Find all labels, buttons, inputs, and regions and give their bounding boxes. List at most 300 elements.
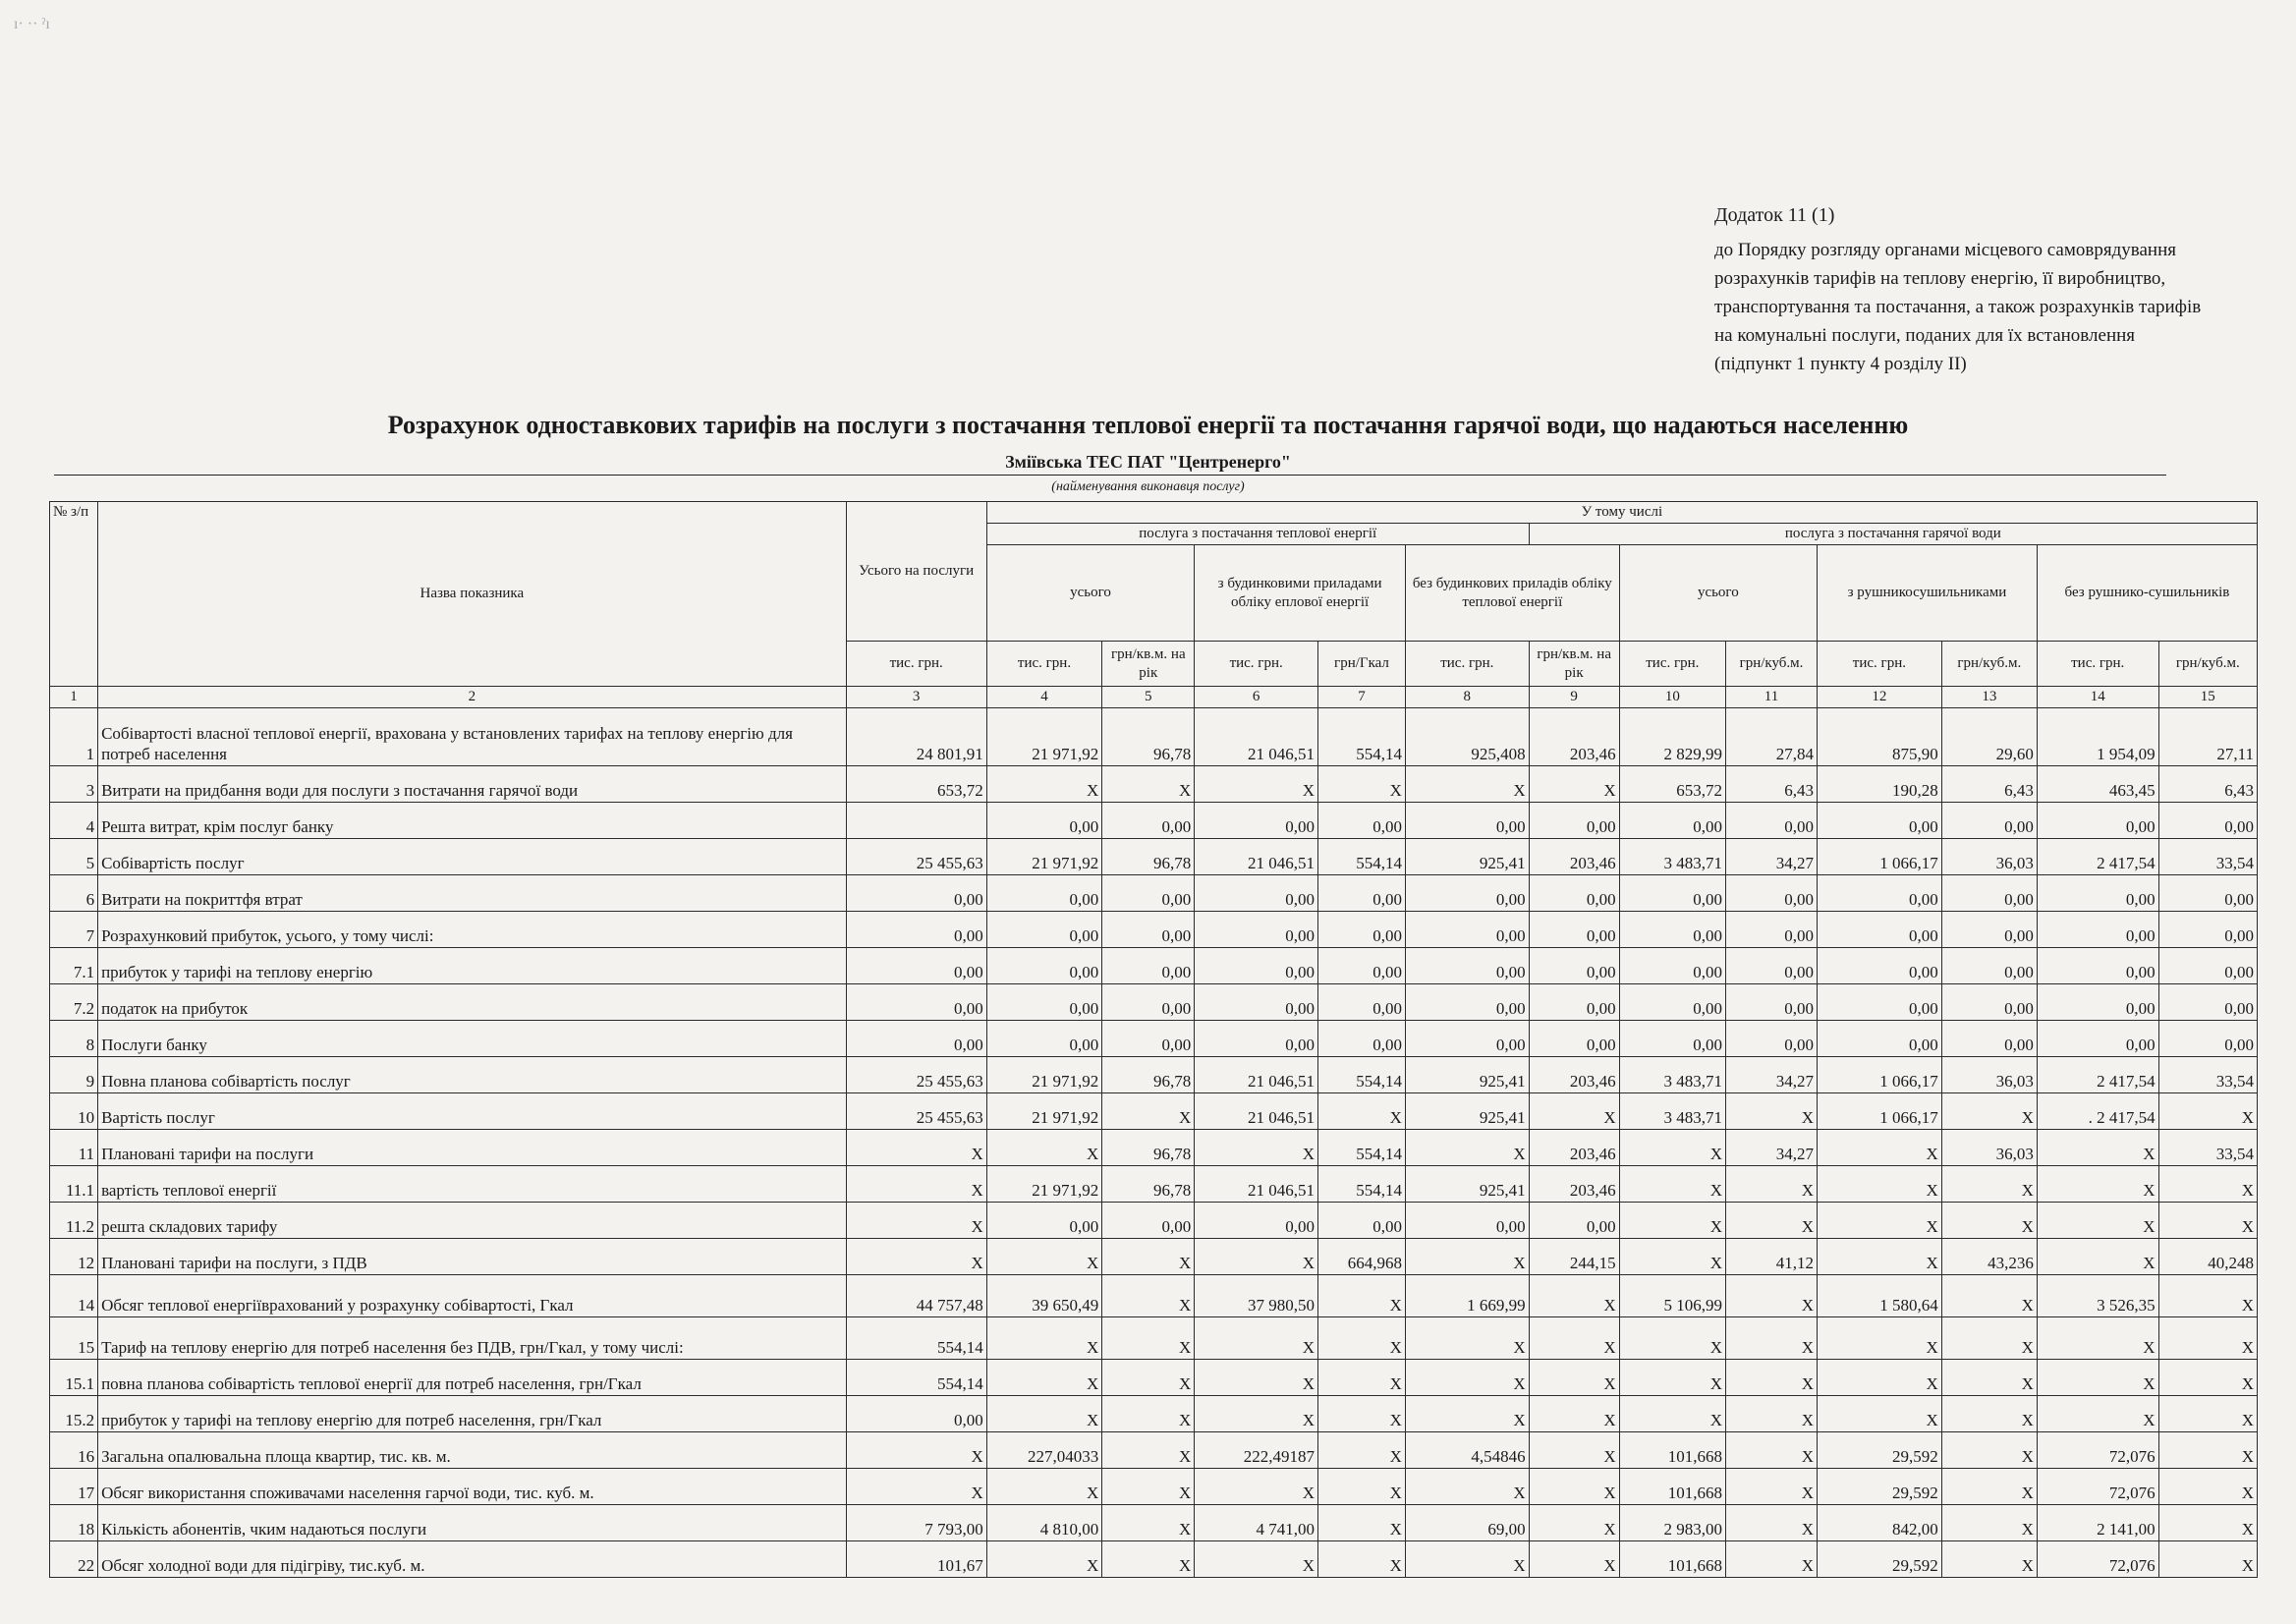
value-cell: 7 793,00	[846, 1505, 986, 1541]
value-cell: 96,78	[1102, 839, 1195, 875]
value-cell: 925,41	[1405, 1166, 1529, 1203]
value-cell: Х	[986, 1317, 1102, 1360]
value-cell: 0,00	[846, 1396, 986, 1432]
column-number: 1	[50, 687, 98, 708]
value-cell: 3 483,71	[1619, 1093, 1725, 1130]
value-cell: 0,00	[1405, 948, 1529, 984]
value-cell: Х	[1726, 1166, 1818, 1203]
value-cell: Х	[1619, 1166, 1725, 1203]
value-cell: 0,00	[1818, 1021, 1942, 1057]
row-number: 4	[50, 803, 98, 839]
value-cell: 0,00	[1102, 1203, 1195, 1239]
value-cell: 0,00	[1818, 803, 1942, 839]
value-cell: 25 455,63	[846, 1093, 986, 1130]
value-cell: 0,00	[1941, 984, 2037, 1021]
value-cell: Х	[2037, 1130, 2158, 1166]
value-cell: 0,00	[1726, 948, 1818, 984]
value-cell: Х	[986, 1130, 1102, 1166]
row-number: 15	[50, 1317, 98, 1360]
value-cell: 0,00	[1529, 803, 1619, 839]
value-cell: Х	[1818, 1396, 1942, 1432]
row-name: Обсяг теплової енергіїврахований у розрахунку собівартості, Гкал	[98, 1275, 847, 1317]
value-cell: 4 810,00	[986, 1505, 1102, 1541]
value-cell: Х	[1529, 1275, 1619, 1317]
value-cell: 33,54	[2158, 1057, 2257, 1093]
value-cell: 96,78	[1102, 708, 1195, 766]
value-cell: Х	[1195, 1239, 1318, 1275]
value-cell: 72,076	[2037, 1541, 2158, 1578]
table-row	[50, 875, 2258, 912]
value-cell: Х	[1941, 1166, 2037, 1203]
value-cell: 3 526,35	[2037, 1275, 2158, 1317]
value-cell: 554,14	[1318, 1057, 1406, 1093]
value-cell: Х	[2158, 1317, 2257, 1360]
value-cell: Х	[1405, 1541, 1529, 1578]
value-cell: Х	[1726, 1505, 1818, 1541]
value-cell: 0,00	[1818, 875, 1942, 912]
appendix-line: до Порядку розгляду органами місцевого самоврядування	[1714, 240, 2176, 260]
value-cell: 0,00	[2037, 984, 2158, 1021]
value-cell: 34,27	[1726, 1057, 1818, 1093]
value-cell: 0,00	[1318, 1021, 1406, 1057]
value-cell: 96,78	[1102, 1057, 1195, 1093]
table-row	[50, 1505, 2258, 1541]
value-cell: 0,00	[2158, 984, 2257, 1021]
unit-cell: грн/Гкал	[1318, 642, 1406, 687]
row-number: 11.2	[50, 1203, 98, 1239]
value-cell: Х	[2037, 1203, 2158, 1239]
value-cell: Х	[1195, 1360, 1318, 1396]
value-cell: 0,00	[1318, 948, 1406, 984]
value-cell: 36,03	[1941, 839, 2037, 875]
row-name: вартість теплової енергії	[98, 1166, 847, 1203]
value-cell: 0,00	[1195, 875, 1318, 912]
value-cell: 227,04033	[986, 1432, 1102, 1469]
value-cell: Х	[1102, 1469, 1195, 1505]
value-cell: Х	[1405, 1239, 1529, 1275]
value-cell: 0,00	[1941, 875, 2037, 912]
value-cell: 21 046,51	[1195, 708, 1318, 766]
value-cell: 0,00	[986, 984, 1102, 1021]
value-cell: 0,00	[1405, 1021, 1529, 1057]
column-number: 13	[1941, 687, 2037, 708]
value-cell: 203,46	[1529, 839, 1619, 875]
value-cell: 21 971,92	[986, 1057, 1102, 1093]
value-cell: 1 066,17	[1818, 839, 1942, 875]
value-cell: 2 983,00	[1619, 1505, 1725, 1541]
appendix-line: (підпункт 1 пункту 4 розділу ІІ)	[1714, 354, 1967, 374]
value-cell: 33,54	[2158, 839, 2257, 875]
row-number: 12	[50, 1239, 98, 1275]
value-cell: 0,00	[1941, 912, 2037, 948]
value-cell: 21 971,92	[986, 839, 1102, 875]
value-cell: Х	[2158, 1360, 2257, 1396]
row-number: 5	[50, 839, 98, 875]
value-cell: 0,00	[1102, 1021, 1195, 1057]
header-heat-meter: з будинковими приладами обліку еплової енергії	[1195, 545, 1406, 642]
table-row	[50, 1239, 2258, 1275]
value-cell: 2 417,54	[2037, 1057, 2158, 1093]
row-number: 15.2	[50, 1396, 98, 1432]
value-cell: 0,00	[1619, 875, 1725, 912]
value-cell: 25 455,63	[846, 1057, 986, 1093]
value-cell: 0,00	[2037, 875, 2158, 912]
column-number: 9	[1529, 687, 1619, 708]
value-cell: 1 066,17	[1818, 1057, 1942, 1093]
table-row	[50, 948, 2258, 984]
header-including: У тому числі	[986, 502, 2257, 524]
value-cell: 101,67	[846, 1541, 986, 1578]
header-total: Усього на послуги	[846, 502, 986, 642]
row-number: 22	[50, 1541, 98, 1578]
value-cell: 0,00	[2037, 803, 2158, 839]
table-row	[50, 1396, 2258, 1432]
value-cell: 96,78	[1102, 1166, 1195, 1203]
document-title: Розрахунок одноставкових тарифів на послуги з постачання теплової енергії та постачання гарячої води, що надаються населенню	[387, 411, 1909, 439]
row-number: 7.2	[50, 984, 98, 1021]
value-cell: 0,00	[1726, 912, 1818, 948]
value-cell: Х	[1619, 1130, 1725, 1166]
value-cell: 0,00	[1726, 803, 1818, 839]
column-number: 12	[1818, 687, 1942, 708]
value-cell: Х	[1195, 1317, 1318, 1360]
value-cell: Х	[1941, 1360, 2037, 1396]
header-water-nodryer: без рушнико-сушильників	[2037, 545, 2257, 642]
value-cell: Х	[1102, 1541, 1195, 1578]
value-cell: 925,41	[1405, 839, 1529, 875]
value-cell: Х	[1195, 1541, 1318, 1578]
value-cell: 72,076	[2037, 1432, 2158, 1469]
value-cell: 0,00	[846, 984, 986, 1021]
value-cell: 3 483,71	[1619, 1057, 1725, 1093]
value-cell: 875,90	[1818, 708, 1942, 766]
row-name: прибуток у тарифі на теплову енергію для потреб населення, грн/Гкал	[98, 1396, 847, 1432]
row-number: 7	[50, 912, 98, 948]
value-cell: Х	[1195, 1469, 1318, 1505]
row-name: Решта витрат, крім послуг банку	[98, 803, 847, 839]
row-number: 16	[50, 1432, 98, 1469]
value-cell: 0,00	[1405, 1203, 1529, 1239]
value-cell: Х	[1818, 1166, 1942, 1203]
table-row	[50, 1469, 2258, 1505]
value-cell: 554,14	[1318, 1166, 1406, 1203]
value-cell: Х	[1318, 1275, 1406, 1317]
value-cell: Х	[2158, 1093, 2257, 1130]
appendix-line: транспортування та постачання, а також розрахунків тарифів	[1714, 297, 2202, 317]
value-cell: 0,00	[2158, 948, 2257, 984]
value-cell: Х	[1529, 766, 1619, 803]
value-cell: 0,00	[1726, 875, 1818, 912]
value-cell: Х	[1818, 1360, 1942, 1396]
value-cell: 0,00	[1195, 803, 1318, 839]
column-number: 6	[1195, 687, 1318, 708]
value-cell: Х	[2158, 1432, 2257, 1469]
value-cell: 1 580,64	[1818, 1275, 1942, 1317]
value-cell: Х	[986, 1239, 1102, 1275]
value-cell: 0,00	[1818, 948, 1942, 984]
value-cell: 0,00	[1529, 984, 1619, 1021]
column-number: 10	[1619, 687, 1725, 708]
value-cell: 0,00	[2158, 912, 2257, 948]
executor-name: Зміївська ТЕС ПАТ "Центренерго"	[1005, 452, 1291, 472]
row-name: Витрати на покриттфя втрат	[98, 875, 847, 912]
value-cell: 554,14	[1318, 708, 1406, 766]
unit-cell: тис. грн.	[1195, 642, 1318, 687]
column-number: 15	[2158, 687, 2257, 708]
row-name: Повна планова собівартість послуг	[98, 1057, 847, 1093]
value-cell: Х	[2158, 1275, 2257, 1317]
value-cell: 0,00	[986, 948, 1102, 984]
value-cell: 0,00	[1318, 984, 1406, 1021]
column-number: 7	[1318, 687, 1406, 708]
value-cell: 21 971,92	[986, 708, 1102, 766]
appendix-note	[1714, 201, 2265, 378]
value-cell: Х	[1941, 1093, 2037, 1130]
table-row	[50, 1541, 2258, 1578]
value-cell: Х	[1318, 1469, 1406, 1505]
value-cell: Х	[1726, 1541, 1818, 1578]
value-cell: 554,14	[1318, 1130, 1406, 1166]
row-name: Вартість послуг	[98, 1093, 847, 1130]
table-row	[50, 839, 2258, 875]
value-cell: 0,00	[1619, 948, 1725, 984]
value-cell: 0,00	[1318, 875, 1406, 912]
unit-cell: тис. грн.	[1405, 642, 1529, 687]
value-cell: 0,00	[1818, 984, 1942, 1021]
value-cell: Х	[1318, 1360, 1406, 1396]
value-cell: Х	[1529, 1541, 1619, 1578]
unit-cell: грн/куб.м.	[2158, 642, 2257, 687]
value-cell: Х	[1726, 1093, 1818, 1130]
value-cell: Х	[1941, 1541, 2037, 1578]
header-heat-service: послуга з постачання теплової енергії	[986, 524, 1529, 545]
value-cell: 0,00	[1195, 984, 1318, 1021]
value-cell: 27,84	[1726, 708, 1818, 766]
value-cell: 0,00	[986, 875, 1102, 912]
value-cell: 0,00	[1102, 875, 1195, 912]
value-cell: Х	[2158, 1203, 2257, 1239]
value-cell: 463,45	[2037, 766, 2158, 803]
row-number: 10	[50, 1093, 98, 1130]
value-cell: 0,00	[2158, 1021, 2257, 1057]
header-name: Назва показника	[98, 502, 847, 687]
row-number: 15.1	[50, 1360, 98, 1396]
value-cell: 0,00	[2037, 1021, 2158, 1057]
header-heat-total: усього	[986, 545, 1195, 642]
value-cell: Х	[1102, 1396, 1195, 1432]
value-cell: Х	[1726, 1469, 1818, 1505]
value-cell: 101,668	[1619, 1469, 1725, 1505]
value-cell: Х	[1818, 1239, 1942, 1275]
row-number: 14	[50, 1275, 98, 1317]
value-cell: Х	[1318, 1396, 1406, 1432]
value-cell: Х	[1726, 1317, 1818, 1360]
row-name: Загальна опалювальна площа квартир, тис. кв. м.	[98, 1432, 847, 1469]
header-water-dryer: з рушникосушильниками	[1818, 545, 2038, 642]
value-cell: 4,54846	[1405, 1432, 1529, 1469]
row-number: 18	[50, 1505, 98, 1541]
value-cell: 6,43	[1726, 766, 1818, 803]
value-cell: 0,00	[1405, 803, 1529, 839]
value-cell: Х	[1619, 1360, 1725, 1396]
table-row	[50, 1360, 2258, 1396]
table-row	[50, 1317, 2258, 1360]
value-cell: 0,00	[846, 912, 986, 948]
value-cell: Х	[2037, 1166, 2158, 1203]
value-cell: 925,41	[1405, 1093, 1529, 1130]
value-cell: 0,00	[1405, 912, 1529, 948]
value-cell: 0,00	[1405, 984, 1529, 1021]
value-cell: Х	[1102, 1317, 1195, 1360]
value-cell: 21 971,92	[986, 1166, 1102, 1203]
value-cell: 0,00	[1529, 948, 1619, 984]
value-cell: Х	[1195, 766, 1318, 803]
value-cell: 6,43	[1941, 766, 2037, 803]
value-cell: 44 757,48	[846, 1275, 986, 1317]
value-cell: Х	[986, 1396, 1102, 1432]
value-cell: 0,00	[846, 875, 986, 912]
value-cell: Х	[1405, 1360, 1529, 1396]
value-cell: 0,00	[2037, 948, 2158, 984]
value-cell: 190,28	[1818, 766, 1942, 803]
value-cell: 0,00	[1195, 948, 1318, 984]
value-cell: 0,00	[1195, 1021, 1318, 1057]
value-cell: 0,00	[1529, 1203, 1619, 1239]
column-number: 2	[98, 687, 847, 708]
value-cell: 925,408	[1405, 708, 1529, 766]
table-row	[50, 1203, 2258, 1239]
value-cell: Х	[1318, 1432, 1406, 1469]
row-number: 11	[50, 1130, 98, 1166]
value-cell	[846, 803, 986, 839]
value-cell: 0,00	[1529, 912, 1619, 948]
table-row	[50, 766, 2258, 803]
value-cell: 29,592	[1818, 1432, 1942, 1469]
value-cell: 653,72	[1619, 766, 1725, 803]
value-cell: Х	[1102, 766, 1195, 803]
table-row	[50, 1275, 2258, 1317]
unit-cell: грн/кв.м. на рік	[1529, 642, 1619, 687]
value-cell: Х	[2158, 1396, 2257, 1432]
value-cell: Х	[1405, 1469, 1529, 1505]
value-cell: Х	[1619, 1317, 1725, 1360]
value-cell: Х	[1619, 1203, 1725, 1239]
value-cell: 0,00	[2158, 875, 2257, 912]
value-cell: 2 417,54	[2037, 839, 2158, 875]
value-cell: Х	[1195, 1130, 1318, 1166]
value-cell: Х	[1619, 1239, 1725, 1275]
value-cell: 40,248	[2158, 1239, 2257, 1275]
value-cell: 21 046,51	[1195, 1057, 1318, 1093]
value-cell: Х	[1318, 1093, 1406, 1130]
value-cell: 27,11	[2158, 708, 2257, 766]
value-cell: Х	[1102, 1505, 1195, 1541]
value-cell: 1 066,17	[1818, 1093, 1942, 1130]
header-num: № з/п	[50, 502, 98, 687]
value-cell: 0,00	[1318, 1203, 1406, 1239]
value-cell: 101,668	[1619, 1432, 1725, 1469]
value-cell: Х	[1941, 1505, 2037, 1541]
value-cell: Х	[846, 1130, 986, 1166]
value-cell: Х	[1318, 1505, 1406, 1541]
value-cell: Х	[1529, 1360, 1619, 1396]
row-number: 7.1	[50, 948, 98, 984]
table-row	[50, 1057, 2258, 1093]
value-cell: 0,00	[2037, 912, 2158, 948]
unit-cell: грн/куб.м.	[1941, 642, 2037, 687]
value-cell: 0,00	[1619, 803, 1725, 839]
value-cell: 1 669,99	[1405, 1275, 1529, 1317]
row-name: Собівартості власної теплової енергії, врахована у встановлених тарифах на теплову енергію для потреб населення	[98, 708, 847, 766]
row-name: Собівартість послуг	[98, 839, 847, 875]
executor-caption: (найменування виконавця послуг)	[1051, 479, 1245, 494]
row-name: Обсяг використання споживачами населення гарчої води, тис. куб. м.	[98, 1469, 847, 1505]
value-cell: Х	[1405, 766, 1529, 803]
value-cell: Х	[2037, 1239, 2158, 1275]
value-cell: Х	[846, 1432, 986, 1469]
header-water-service: послуга з постачання гарячої води	[1529, 524, 2257, 545]
value-cell: 0,00	[1529, 1021, 1619, 1057]
value-cell: 21 046,51	[1195, 839, 1318, 875]
value-cell: Х	[1102, 1432, 1195, 1469]
value-cell: Х	[1818, 1130, 1942, 1166]
value-cell: Х	[1941, 1203, 2037, 1239]
value-cell: Х	[1318, 1541, 1406, 1578]
value-cell: 0,00	[1195, 1203, 1318, 1239]
value-cell: 203,46	[1529, 1057, 1619, 1093]
value-cell: 41,12	[1726, 1239, 1818, 1275]
value-cell: 5 106,99	[1619, 1275, 1725, 1317]
value-cell: 0,00	[1941, 803, 2037, 839]
value-cell: 0,00	[986, 1021, 1102, 1057]
table-row	[50, 1093, 2258, 1130]
unit-cell: тис. грн.	[1818, 642, 1942, 687]
row-name: прибуток у тарифі на теплову енергію	[98, 948, 847, 984]
value-cell: 0,00	[986, 1203, 1102, 1239]
value-cell: 0,00	[986, 803, 1102, 839]
value-cell: Х	[1941, 1317, 2037, 1360]
value-cell: 554,14	[846, 1317, 986, 1360]
value-cell: 0,00	[1102, 912, 1195, 948]
table-row	[50, 1130, 2258, 1166]
value-cell: . 2 417,54	[2037, 1093, 2158, 1130]
value-cell: Х	[1318, 766, 1406, 803]
value-cell: Х	[846, 1203, 986, 1239]
value-cell: 21 046,51	[1195, 1093, 1318, 1130]
row-name: повна планова собівартість теплової енергії для потреб населення, грн/Гкал	[98, 1360, 847, 1396]
value-cell: Х	[1941, 1396, 2037, 1432]
value-cell: Х	[846, 1469, 986, 1505]
value-cell: 3 483,71	[1619, 839, 1725, 875]
table-row	[50, 912, 2258, 948]
value-cell: Х	[1102, 1360, 1195, 1396]
value-cell: Х	[846, 1166, 986, 1203]
value-cell: 34,27	[1726, 839, 1818, 875]
column-number: 11	[1726, 687, 1818, 708]
value-cell: 2 141,00	[2037, 1505, 2158, 1541]
value-cell: 0,00	[2158, 803, 2257, 839]
value-cell: Х	[1941, 1469, 2037, 1505]
unit-cell: грн/кв.м. на рік	[1102, 642, 1195, 687]
value-cell: 0,00	[1318, 803, 1406, 839]
value-cell: 0,00	[1619, 984, 1725, 1021]
value-cell: 244,15	[1529, 1239, 1619, 1275]
value-cell: Х	[1405, 1396, 1529, 1432]
value-cell: Х	[1529, 1317, 1619, 1360]
row-number: 6	[50, 875, 98, 912]
value-cell: 43,236	[1941, 1239, 2037, 1275]
table-row	[50, 1432, 2258, 1469]
